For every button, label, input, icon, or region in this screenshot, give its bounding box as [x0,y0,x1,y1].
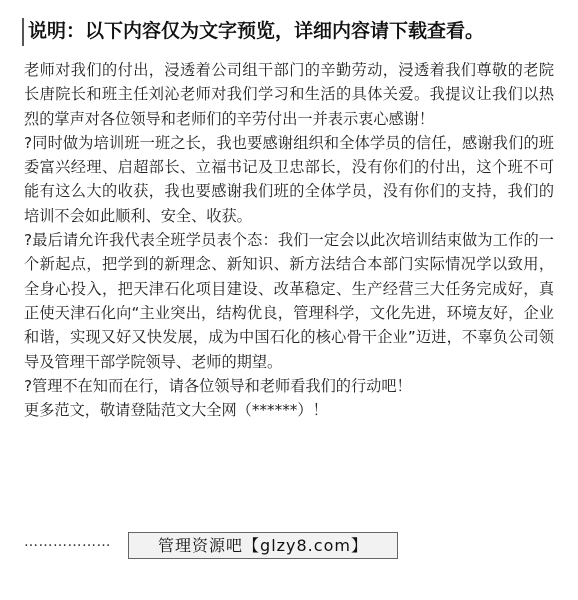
paragraph-more-samples: 更多范文，敬请登陆范文大全网（******）！ [24,401,328,420]
preview-notice [22,18,564,46]
paragraph-thanks-class: ?同时做为培训班一班之长，我也要感谢组织和全体学员的信任，感谢我们的班委富兴经理、启超部长、立福书记及卫忠部长，没有你们的付出，这个班不可能有这么大的收获，我也要感谢我们班的全体学员，没有你们的支持，我们的培训不会如此顺利、安全、收获。 [24,133,554,225]
footer [24,532,554,562]
paragraph-thanks-teachers: 老师对我们的付出，浸透着公司组干部门的辛勤劳动，浸透着我们尊敬的老院长唐院长和班主任刘沁老师对我们学习和生活的具体关爱。我提议让我们以热烈的掌声对各位领导和老师们的辛劳付出一并表示衷心感谢！ [24,61,554,128]
leader-dots: ……………… [24,534,111,550]
paragraph-action: ?管理不在知而在行，请各位领导和老师看我们的行动吧！ [24,376,412,395]
preview-notice-text: 说明：以下内容仅为文字预览，详细内容请下载查看。 [28,20,485,42]
brand-link[interactable]: 管理资源吧【glzy8.com】 [128,532,398,559]
paragraph-pledge: ?最后请允许我代表全班学员表个态：我们一定会以此次培训结束做为工作的一个新起点，把学到的新理念、新知识、新方法结合本部门实际情况学以致用，全身心投入，把天津石化项目建设、改革稳定、生产经营三大任务完成好，真正使天津石化向“主业突出，结构优良，管理科学，文化先进，环境友好，企业和谐，实现又好又快发展，成为中国石化的核心骨干企业”迈进，不辜负公司领导及管理干部学院领导、老师的期望。 [24,231,554,371]
document-body [24,58,554,422]
